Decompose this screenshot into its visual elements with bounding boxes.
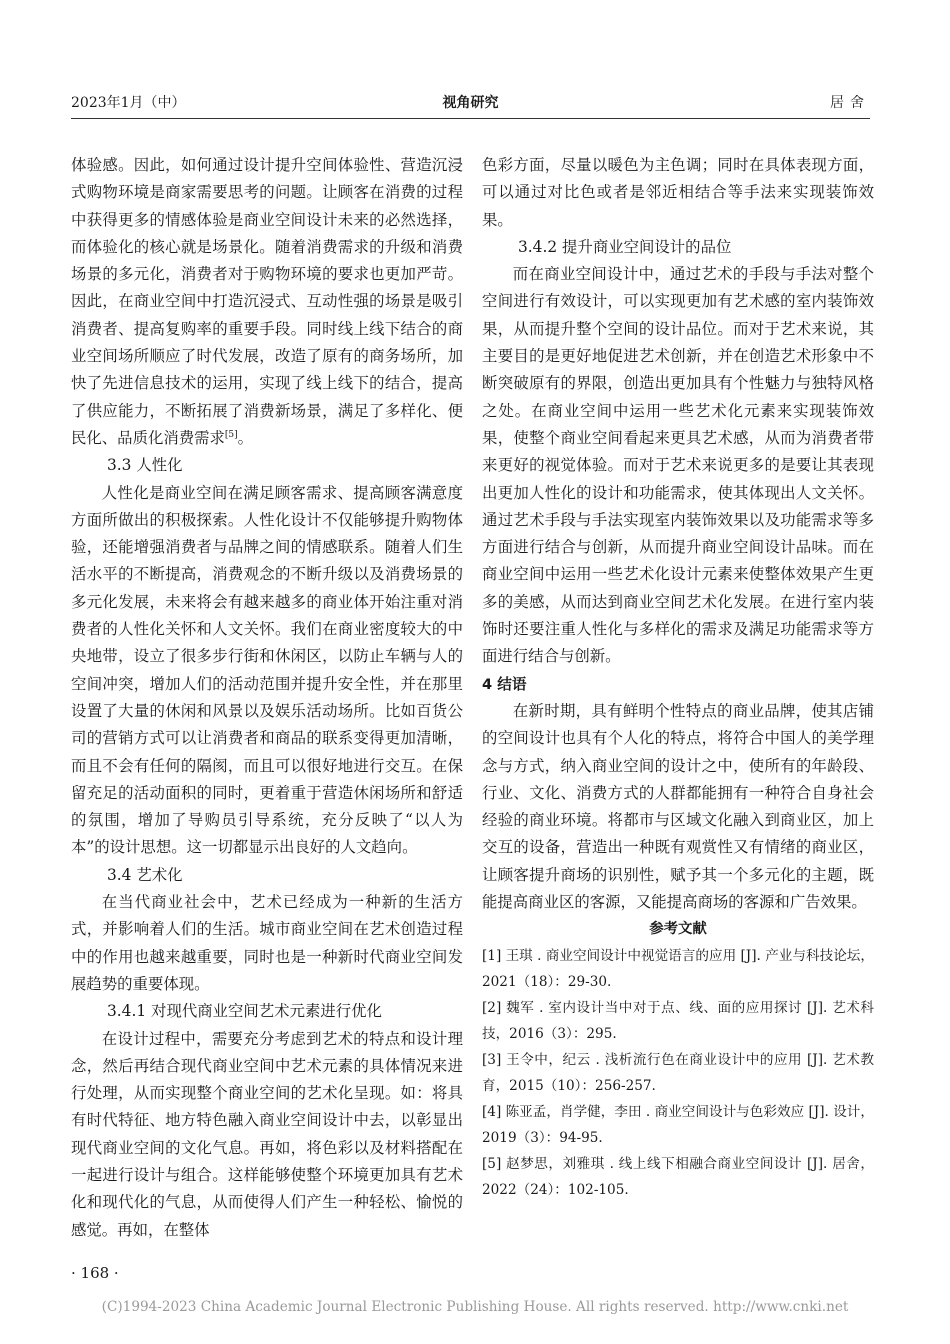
section-heading-4: 4 结语 [482, 675, 527, 693]
section-heading-3-4-2: 3.4.2 提升商业空间设计的品位 [518, 237, 732, 256]
section-title: 视角研究 [442, 95, 499, 111]
paragraph: 而在商业空间设计中，通过艺术的手段与手法对整个空间进行有效设计，可以实现更加有艺术感的室内装饰效果，从而提升整个空间的设计品位。而对于艺术来说，其主要目的是更好地促进艺术创新，并在创造艺术形象中不断突破原有的界限，创造出更加具有个性魅力与独特风格之处。在商业空间中运用一些艺术化元素来实现装饰效果，使整个商业空间看起来更具艺术感，从而为消费者带来更好的视觉体验。而对于艺术来说更多的是要让其表现出更加人性化的设计和功能需求，使其体现出人文关怀。通过艺术手段与手法实现室内装饰效果以及功能需求等多方面进行结合与创新，从而提升商业空间设计品味。而在商业空间中运用一些艺术化设计元素来使整体效果产生更多的美感，从而达到商业空间艺术化发展。在进行室内装饰时还要注重人性化与多样化的需求及满足功能需求等方面进行结合与创新。 [482, 265, 874, 666]
references-title: 参考文献 [649, 921, 707, 938]
page-number: · 168 · [71, 1264, 119, 1282]
paragraph: 色彩方面，尽量以暖色为主色调；同时在具体表现方面，可以通过对比色或者是邻近相结合等手法来实现装饰效果。 [482, 156, 874, 229]
left-column [71, 152, 463, 1244]
paragraph: 在新时期，具有鲜明个性特点的商业品牌，使其店铺的空间设计也具有个人化的特点，将符合中国人的美学理念与方式，纳入商业空间的设计之中，使所有的年龄段、行业、文化、消费方式的人群都能拥有一种符合自身社会经验的商业环境。将都市与区域文化融入到商业区，加上交互的设备，营造出一种既有观赏性又有情绪的商业区，让顾客提升商场的识别性，赋予其一个多元化的主题，既能提高商业区的客源，又能提高商场的客源和广告效果。 [482, 701, 874, 912]
reference-item: [5] 赵梦思，刘雅琪 . 线上线下相融合商业空间设计 [J]. 居舍，2022（24）：102-105. [482, 1156, 874, 1199]
section-heading-3-3: 3.3 人性化 [107, 456, 183, 475]
reference-item: [4] 陈亚孟，肖学健，李田 . 商业空间设计与色彩效应 [J]. 设计，2019（3）：94-95. [482, 1104, 874, 1147]
journal-name: 居舍 [830, 95, 870, 111]
running-header [71, 92, 870, 114]
citation[interactable]: [5] [224, 429, 238, 440]
section-heading-3-4-1: 3.4.1 对现代商业空间艺术元素进行优化 [107, 1002, 382, 1021]
reference-item: [2] 魏军 . 室内设计当中对于点、线、面的应用探讨 [J]. 艺术科技，2016（3）：295. [482, 1000, 874, 1043]
section-heading-3-4: 3.4 艺术化 [107, 865, 183, 884]
paragraph: 在设计过程中，需要充分考虑到艺术的特点和设计理念，然后再结合现代商业空间中艺术元素的具体情况来进行处理，从而实现整个商业空间的艺术化呈现。如：将具有时代特征、地方特色融入商业空间设计中去，以彰显出现代商业空间的文化气息。再如，将色彩以及材料搭配在一起进行设计与组合。这样能够使整个环境更加具有艺术化和现代化的气息，从而使得人们产生一种轻松、愉悦的感觉。再如，在整体 [71, 1029, 463, 1239]
copyright-footer: (C)1994-2023 China Academic Journal Electronic Publishing House. All rights reserved. http://www.cnki.net [101, 1299, 849, 1315]
reference-item: [1] 王琪 . 商业空间设计中视觉语言的应用 [J]. 产业与科技论坛，2021（18）：29-30. [482, 948, 874, 991]
paragraph: 在当代商业社会中，艺术已经成为一种新的生活方式，并影响着人们的生活。城市商业空间在艺术创造过程中的作用也越来越重要，同时也是一种新时代商业空间发展趋势的重要体现。 [71, 893, 463, 993]
header-rule [71, 118, 870, 119]
right-column [482, 152, 874, 1203]
paragraph: 人性化是商业空间在满足顾客需求、提高顾客满意度方面所做出的积极探索。人性化设计不仅能够提升购物体验，还能增强消费者与品牌之间的情感联系。随着人们生活水平的不断提高，消费观念的不断升级以及消费场景的多元化发展，未来将会有越来越多的商业体开始注重对消费者的人性化关怀和人文关怀。我们在商业密度较大的中央地带，设立了很多步行街和休闲区，以防止车辆与人的空间冲突，增加人们的活动范围并提升安全性，并在那里设置了大量的休闲和风景以及娱乐活动场所。比如百货公司的营销方式可以让消费者和商品的联系变得更加清晰，而且不会有任何的隔阂，而且可以很好地进行交互。在保留充足的活动面积的同时，更着重于营造休闲场所和舒适的氛围，增加了导购员引导系统，充分反映了“以人为本”的设计思想。这一切都显示出良好的人文趋向。 [71, 483, 463, 857]
reference-item: [3] 王令中，纪云 . 浅析流行色在商业设计中的应用 [J]. 艺术教育，2015（10）：256-257. [482, 1052, 874, 1095]
paragraph: 体验感。因此，如何通过设计提升空间体验性、营造沉浸式购物环境是商家需要思考的问题。让顾客在消费的过程中获得更多的情感体验是商业空间设计未来的必然选择，而体验化的核心就是场景化。随着消费需求的升级和消费场景的多元化，消费者对于购物环境的要求也更加严苛。因此，在商业空间中打造沉浸式、互动性强的场景是吸引消费者、提高复购率的重要手段。同时线上线下结合的商业空间场所顺应了时代发展，改造了原有的商务场所，加快了先进信息技术的运用，实现了线上线下的结合，提高了供应能力，不断拓展了消费新场景，满足了多样化、便民化、品质化消费需求[5]。 [71, 156, 463, 447]
issue-date: 2023年1月（中） [71, 95, 186, 111]
